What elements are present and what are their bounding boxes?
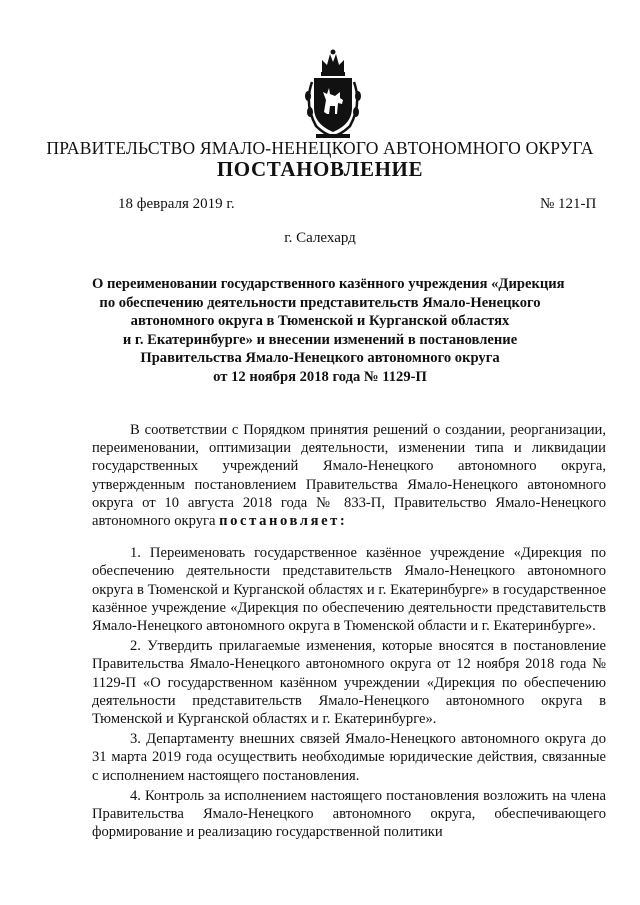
decree-word: постановляет: — [219, 513, 348, 530]
document-city: г. Салехард — [284, 230, 356, 246]
decree-item-2: 2. Утвердить прилагаемые изменения, которые вносятся в постановление Правительства Ямало-Ненецкого автономного округа от 12 ноября 2018 года № 1129-П «О государственном казённом учреждении «Дирекция по обеспечению деятельности представительств Ямало-Ненецкого автономного округа в Тюменской и Курганской областях и г. Екатеринбурге». — [92, 638, 606, 728]
subject-line: О переименовании государственного казённого учреждения «Дирекция — [92, 276, 565, 292]
preamble-paragraph — [92, 421, 606, 530]
document-date: 18 февраля 2019 г. — [118, 196, 235, 212]
subject-line: автономного округа в Тюменской и Курганской областях — [130, 313, 510, 330]
document-subject — [92, 275, 565, 387]
subject-line: Правительства Ямало-Ненецкого автономного округа — [140, 350, 500, 367]
decree-item-3: 3. Департаменту внешних связей Ямало-Ненецкого автономного округа до 31 марта 2019 года осуществить необходимые юридические действия, связанные с исполнением настоящего постановления. — [92, 731, 606, 784]
decree-item-1: 1. Переименовать государственное казённое учреждение «Дирекция по обеспечению деятельности представительств Ямало-Ненецкого автономного округа в Тюменской и Курганской областях и г. Екатеринбурге» в государственное казённое учреждение «Дирекция по обеспечению деятельности представительств Ямало-Ненецкого автономного округа в Тюменской области и г. Екатеринбурге». — [92, 545, 606, 635]
subject-line: и г. Екатеринбурге» и внесении изменений в постановление — [122, 331, 518, 348]
document-number: № 121-П — [540, 196, 597, 212]
decree-item-4: 4. Контроль за исполнением настоящего постановления возложить на члена Правительства Ямало-Ненецкого автономного округа, обеспечивающего формирование и реализацию государственной политики — [92, 787, 606, 841]
preamble-text: В соответствии с Порядком принятия решений о создании, реорганизации, переименовании, оптимизации деятельности, изменении типа и ликвидации государственных учреждений Ямало-Ненецкого автономного округа, утвержденным постановлением Правительства Ямало-Ненецкого автономного округа от 10 августа 2018 года № 833-П, Правительство Ямало-Ненецкого автономного округа — [92, 422, 606, 530]
subject-line: по обеспечению деятельности представительств Ямало-Ненецкого — [99, 294, 541, 311]
subject-line: от 12 ноября 2018 года № 1129-П — [213, 368, 427, 385]
document-type: ПОСТАНОВЛЕНИЕ — [216, 157, 424, 181]
government-name: ПРАВИТЕЛЬСТВО ЯМАЛО-НЕНЕЦКОГО АВТОНОМНОГО ОКРУГА — [46, 138, 594, 158]
document-body — [92, 421, 606, 841]
coat-of-arms-emblem — [302, 48, 364, 140]
